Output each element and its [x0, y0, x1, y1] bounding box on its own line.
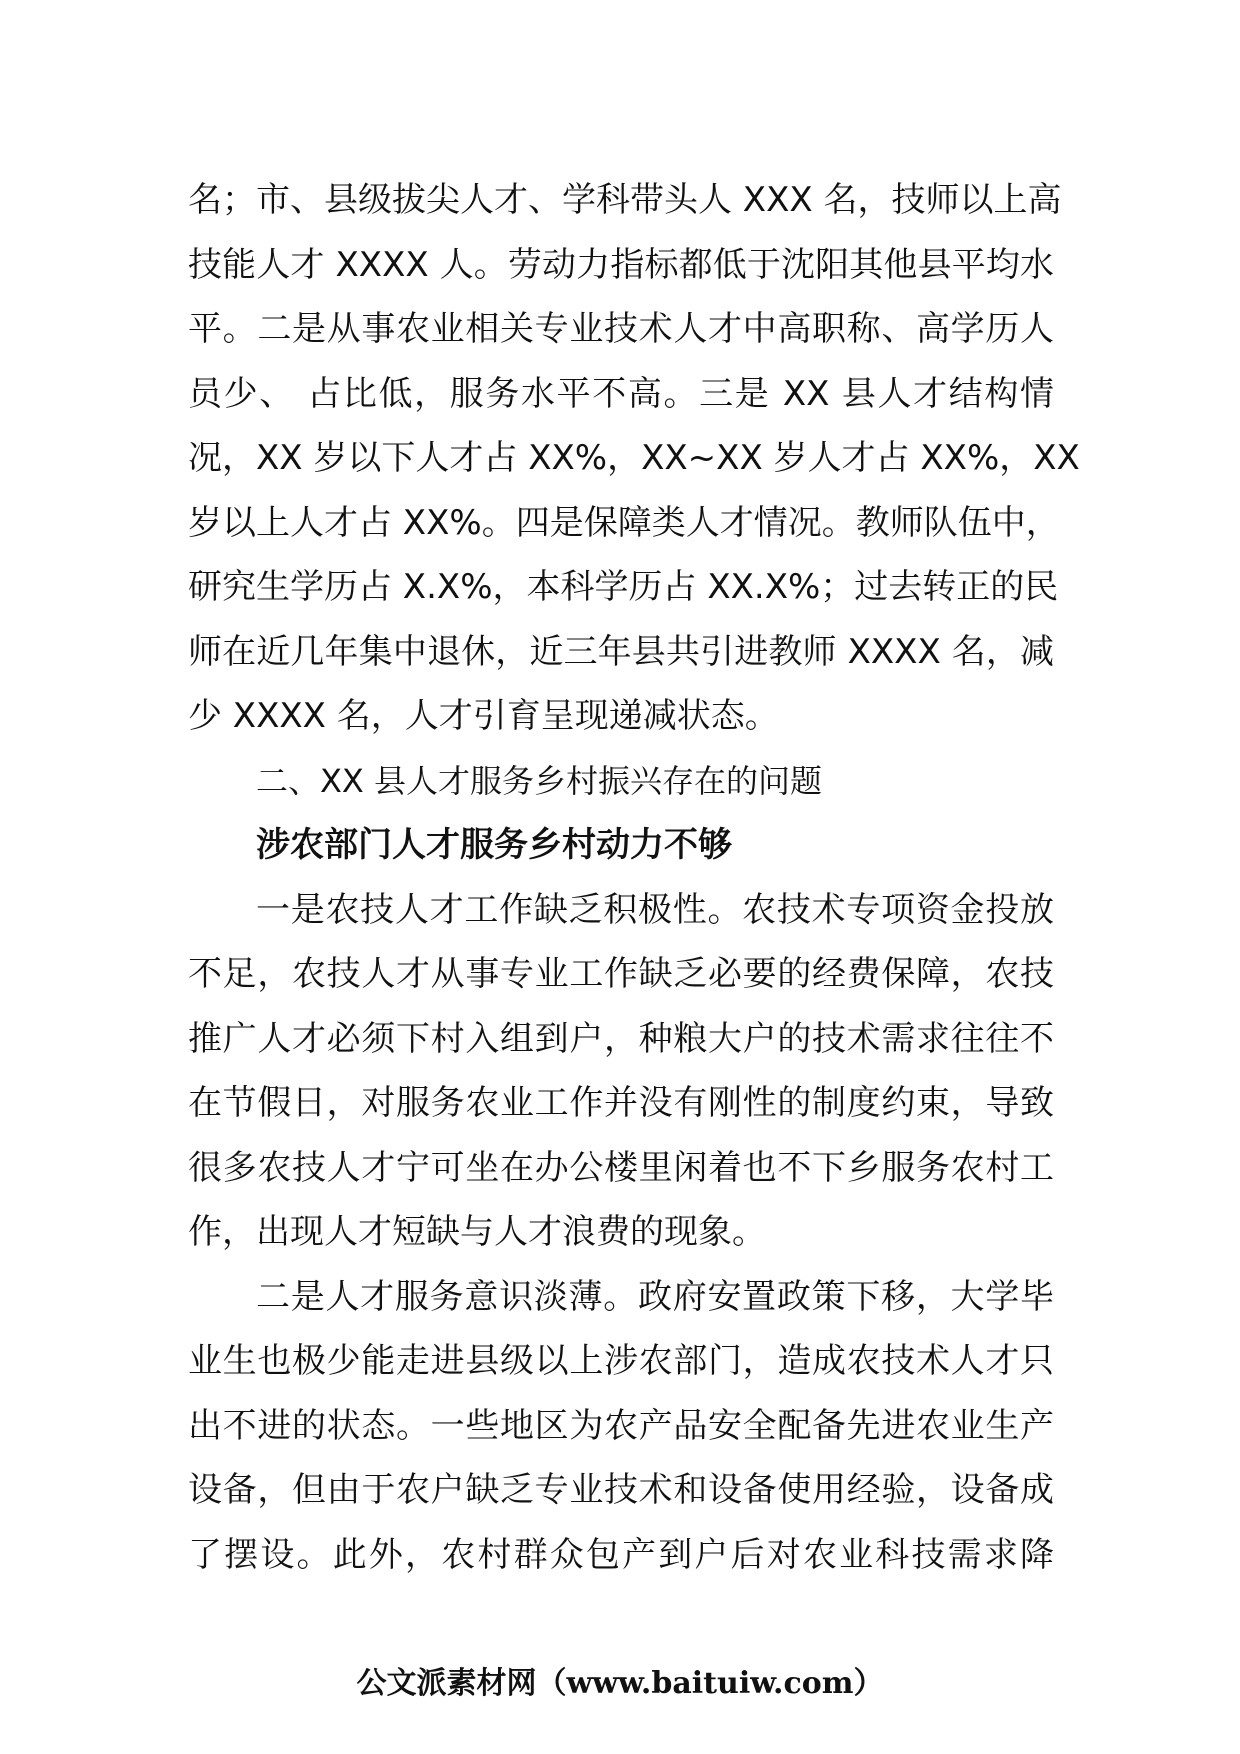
footer-watermark: 公文派素材网（www.baituiw.com） — [356, 1666, 884, 1701]
text-line: 岁以上人才占 XX%。四是保障类人才情况。教师队伍中， — [188, 502, 1060, 543]
text-line: 很多农技人才宁可坐在办公楼里闲着也不下乡服务农村工 — [188, 1147, 1054, 1188]
subsection-heading: 涉农部门人才服务乡村动力不够 — [256, 825, 732, 865]
text-line: 员少、 占比低，服务水平不高。三是 XX 县人才结构情 — [188, 373, 1054, 414]
text-line: 研究生学历占 X.X%，本科学历占 XX.X%；过去转正的民 — [188, 567, 1059, 607]
text-line: 平。二是从事农业相关专业技术人才中高职称、高学历人 — [188, 309, 1054, 349]
paragraph-first-line: 一是农技人才工作缺乏积极性。农技术专项资金投放 — [256, 889, 1054, 930]
text-line: 作，出现人才短缺与人才浪费的现象。 — [188, 1212, 766, 1252]
text-line: 不足，农技人才从事专业工作缺乏必要的经费保障，农技 — [188, 954, 1054, 994]
text-line: 名；市、县级拔尖人才、学科带头人 XXX 名，技师以上高 — [188, 180, 1062, 220]
text-line: 业生也极少能走进县级以上涉农部门，造成农技术人才只 — [188, 1341, 1054, 1381]
text-line: 在节假日，对服务农业工作并没有刚性的制度约束，导致 — [188, 1083, 1054, 1123]
text-line: 推广人才必须下村入组到户，种粮大户的技术需求往往不 — [188, 1018, 1054, 1059]
text-line: 技能人才 XXXX 人。劳动力指标都低于沈阳其他县平均水 — [188, 244, 1054, 285]
text-line: 少 XXXX 名，人才引育呈现递减状态。 — [188, 696, 779, 736]
text-line: 出不进的状态。一些地区为农产品安全配备先进农业生产 — [188, 1405, 1054, 1446]
document-body — [188, 168, 1080, 1587]
text-line: 了摆设。此外，农村群众包产到户后对农业科技需求降 — [188, 1534, 1054, 1575]
text-line: 师在近几年集中退休，近三年县共引进教师 XXXX 名，减 — [188, 631, 1054, 672]
section-heading: 二、XX 县人才服务乡村振兴存在的问题 — [256, 761, 823, 800]
text-line: 设备，但由于农户缺乏专业技术和设备使用经验，设备成 — [188, 1470, 1054, 1510]
text-line: 况，XX 岁以下人才占 XX%，XX~XX 岁人才占 XX%，XX — [188, 438, 1080, 478]
paragraph-first-line: 二是人才服务意识淡薄。政府安置政策下移，大学毕 — [256, 1276, 1054, 1317]
